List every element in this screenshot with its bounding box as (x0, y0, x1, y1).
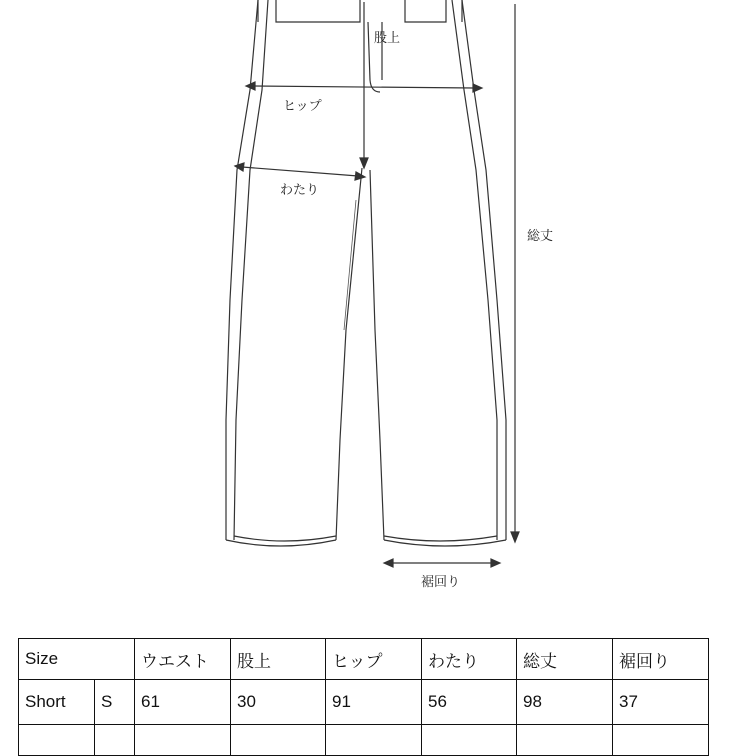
length-arrow (511, 4, 519, 542)
hip-label: ヒップ (283, 99, 322, 114)
table-header-cell: ウエスト (135, 639, 231, 680)
hem-arrow (384, 559, 500, 567)
table-cell-size: S (95, 680, 135, 725)
table-header-row (19, 639, 709, 680)
table-cell: 30 (231, 680, 326, 725)
pants-outline (226, 0, 506, 546)
table-cell (422, 725, 517, 756)
table-row (19, 680, 709, 725)
length-label: 総丈 (527, 229, 554, 244)
hem-label: 裾回り (421, 575, 461, 590)
table-header-cell: Size (19, 639, 135, 680)
table-cell: 37 (613, 680, 709, 725)
rise-label: 股上 (374, 31, 401, 46)
table-header-cell: 裾回り (613, 639, 709, 680)
table-cell (95, 725, 135, 756)
table-row-partial (19, 725, 709, 756)
table-header-cell: 股上 (231, 639, 326, 680)
table-cell (517, 725, 613, 756)
table-cell-group: Short (19, 680, 95, 725)
table-cell (613, 725, 709, 756)
table-cell (19, 725, 95, 756)
thigh-arrow (235, 163, 365, 180)
table-cell: 56 (422, 680, 517, 725)
table-cell: 98 (517, 680, 613, 725)
table-cell (135, 725, 231, 756)
thigh-label: わたり (280, 183, 320, 198)
size-table (18, 638, 709, 756)
table-cell (326, 725, 422, 756)
rise-arrow (360, 2, 368, 168)
table-header-cell: 総丈 (517, 639, 613, 680)
table-header-cell: ヒップ (326, 639, 422, 680)
table-cell (231, 725, 326, 756)
table-cell: 91 (326, 680, 422, 725)
table-cell: 61 (135, 680, 231, 725)
table-header-cell: わたり (422, 639, 517, 680)
